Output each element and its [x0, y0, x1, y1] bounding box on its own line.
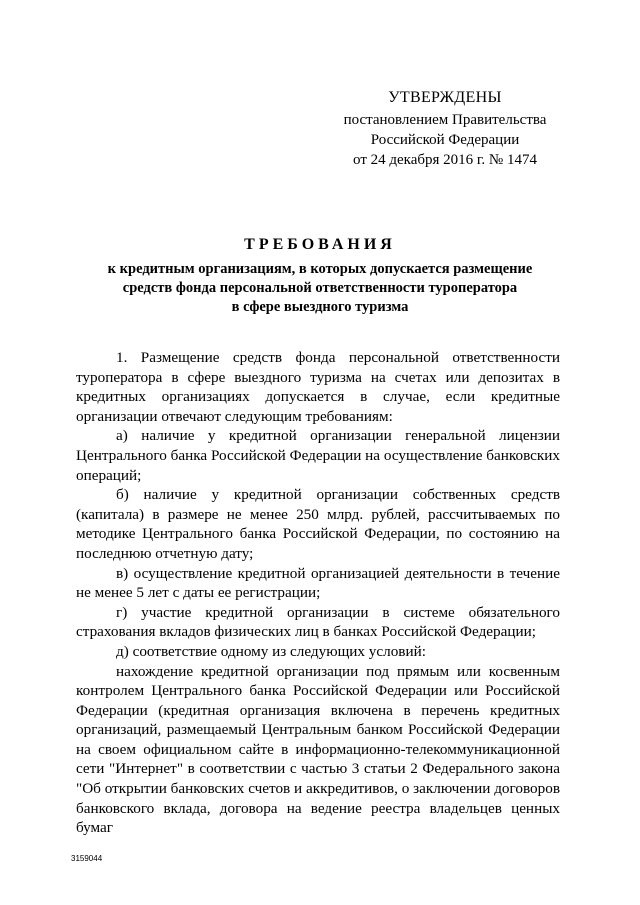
paragraph-1: 1. Размещение средств фонда персональной ответственности туроператора в сфере выездного туризма на счетах или депозитах в кредитных организациях допускается в случае, если кредитные организации отвечают следующим требованиям: — [76, 349, 560, 425]
subtitle-line-1: к кредитным организациям, в которых допускается размещение — [107, 261, 533, 277]
paragraph-g: г) участие кредитной организации в системе обязательного страхования вкладов физических лиц в банках Российской Федерации; — [76, 603, 560, 641]
approval-stamp — [330, 88, 560, 170]
paragraph-b: б) наличие у кредитной организации собственных средств (капитала) в размере не менее 250 млрд. рублей, рассчитываемых по методике Центрального банка Российской Федерации, по состоянию на последнюю отчетную дату; — [76, 486, 560, 562]
approval-heading: УТВЕРЖДЕНЫ — [388, 89, 502, 106]
document-subtitle — [60, 260, 580, 317]
subtitle-line-3: в сфере выездного туризма — [231, 299, 409, 315]
paragraph-v: в) осуществление кредитной организацией деятельности в течение не менее 5 лет с даты ее регистрации; — [76, 564, 560, 602]
document-heading — [60, 236, 580, 317]
paragraph-d: д) соответствие одному из следующих условий: — [116, 642, 426, 660]
approval-line-2: Российской Федерации — [370, 132, 520, 148]
document-body — [76, 348, 560, 838]
paragraph-control-condition: нахождение кредитной организации под прямым или косвенным контролем Центрального банка Российской Федерации или Российской Федерации (кредитная организация включена в перечень кредитных организаций, размещаемый Центральным банком Российской Федерации на своем официальном сайте в информационно-телекоммуникационной сети "Интернет" в соответствии с частью 3 статьи 2 Федерального закона "Об открытии банковских счетов и аккредитивов, о заключении договоров банковского вклада, договора на ведение реестра владельцев ценных бумаг — [76, 662, 560, 837]
approval-date-line: от 24 декабря 2016 г. № 1474 — [353, 152, 537, 168]
subtitle-line-2: средств фонда персональной ответственности туроператора — [122, 280, 518, 296]
approval-line-1: постановлением Правительства — [343, 112, 547, 128]
document-code: 3159044 — [71, 854, 103, 863]
document-title: ТРЕБОВАНИЯ — [244, 236, 396, 253]
paragraph-a: а) наличие у кредитной организации генеральной лицензии Центрального банка Российской Федерации на осуществление банковских операций; — [76, 427, 560, 484]
